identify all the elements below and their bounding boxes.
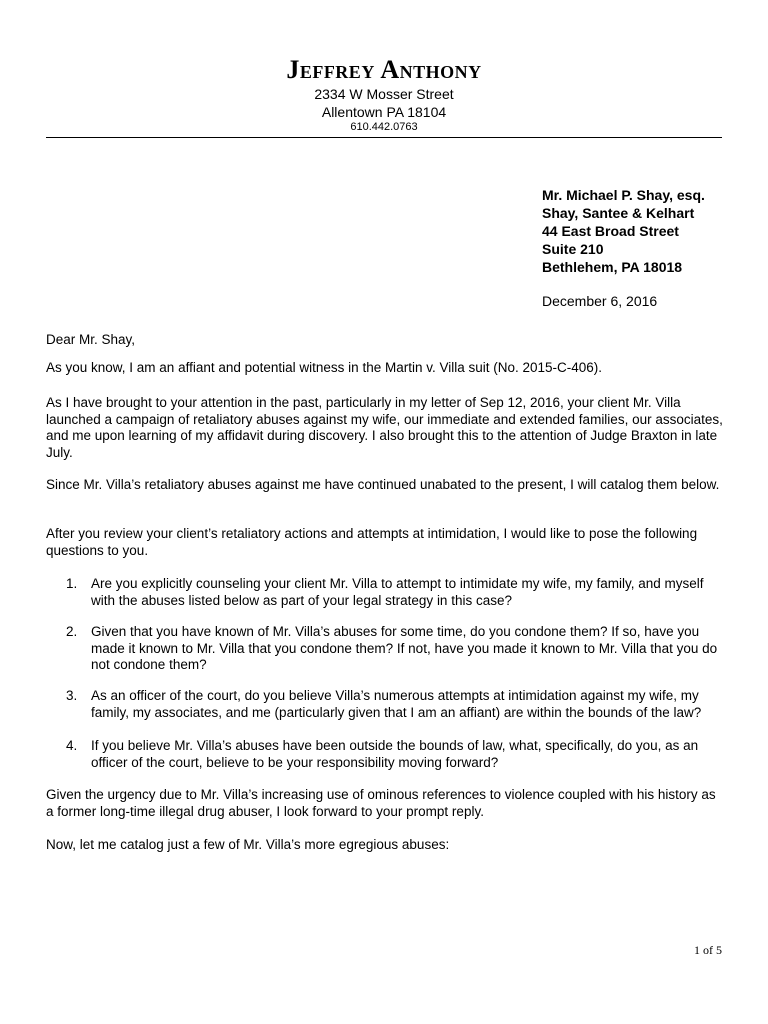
recipient-address: [542, 186, 705, 276]
paragraph-background: As I have brought to your attention in the past, particularly in my letter of Sep 12, 2016, your client Mr. Villa launched a campaign of retaliatory abuses against my wife, our immediate and extended families, our associates, and me upon learning of my affidavit during discovery. I also brought this to the attention of Judge Braxton in late July.: [46, 395, 723, 460]
recipient-firm: Shay, Santee & Kelhart: [542, 205, 695, 221]
recipient-suite: Suite 210: [542, 241, 604, 257]
question-number: 1.: [66, 576, 78, 591]
letterhead-divider: [46, 137, 722, 138]
paragraph-catalog-notice: Since Mr. Villa’s retaliatory abuses against me have continued unabated to the present, I will catalog them below.: [46, 477, 720, 492]
salutation: Dear Mr. Shay,: [46, 332, 136, 347]
paragraph-intro: As you know, I am an affiant and potential witness in the Martin v. Villa suit (No. 2015-C-406).: [46, 360, 603, 375]
recipient-city: Bethlehem, PA 18018: [542, 259, 683, 275]
question-text: If you believe Mr. Villa’s abuses have been outside the bounds of law, what, specifically, do you, as an officer of the court, believe to be your responsibility moving forward?: [91, 738, 699, 770]
recipient-name: Mr. Michael P. Shay, esq.: [542, 187, 705, 203]
sender-phone: 610.442.0763: [350, 121, 418, 133]
question-text: As an officer of the court, do you believe Villa’s numerous attempts at intimidation against my wife, my family, my associates, and me (particularly given that I am an affiant) are within the bounds of the law?: [91, 688, 702, 720]
letterhead: [0, 55, 768, 134]
paragraph-urgency: Given the urgency due to Mr. Villa’s increasing use of ominous references to violence coupled with his history as a former long-time illegal drug abuser, I look forward to your prompt reply.: [46, 787, 716, 819]
question-text: Given that you have known of Mr. Villa’s abuses for some time, do you condone them? If so, have you made it known to Mr. Villa that you condone them? If not, have you made it known to Mr. Villa that you do not condone them?: [91, 624, 718, 672]
letter-date: December 6, 2016: [542, 293, 658, 309]
question-number: 4.: [66, 738, 78, 753]
paragraph-questions-intro: After you review your client’s retaliatory actions and attempts at intimidation, I would like to pose the following questions to you.: [46, 526, 698, 558]
sender-street: 2334 W Mosser Street: [314, 86, 454, 102]
question-number: 3.: [66, 688, 78, 703]
question-text: Are you explicitly counseling your client Mr. Villa to attempt to intimidate my wife, my family, and myself with the abuses listed below as part of your legal strategy in this case?: [91, 576, 704, 608]
paragraph-catalog-start: Now, let me catalog just a few of Mr. Villa’s more egregious abuses:: [46, 837, 450, 852]
sender-name: Jeffrey Anthony: [286, 55, 482, 84]
recipient-street: 44 East Broad Street: [542, 223, 679, 239]
sender-city: Allentown PA 18104: [321, 104, 447, 120]
question-number: 2.: [66, 624, 78, 639]
page-number: 1 of 5: [694, 943, 722, 957]
